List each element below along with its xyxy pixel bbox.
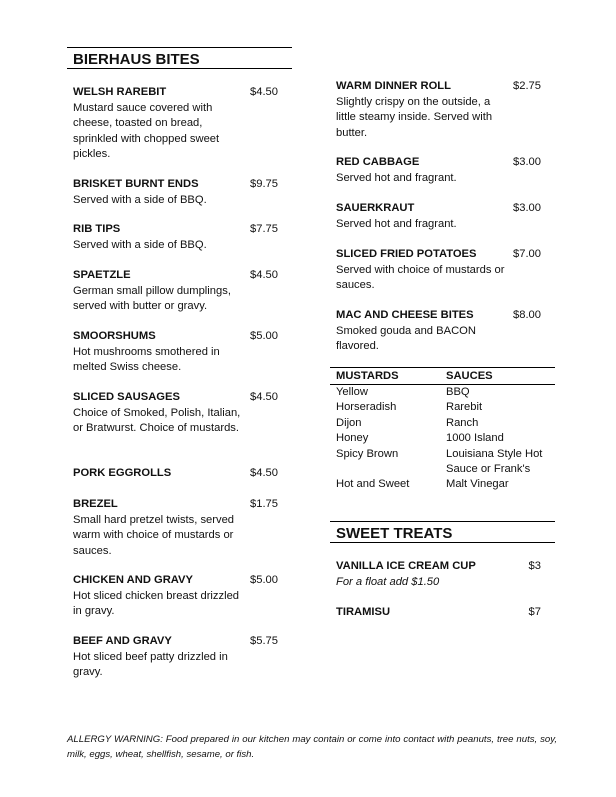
item-name: WELSH RAREBIT bbox=[73, 86, 167, 98]
item-description: Small hard pretzel twists, served warm with choice of mustards or sauces. bbox=[73, 513, 235, 557]
item-name: BREZEL bbox=[73, 498, 118, 510]
menu-item bbox=[73, 177, 278, 208]
item-description: Served with choice of mustards or sauces. bbox=[336, 263, 505, 291]
sauce-option: Rarebit bbox=[446, 401, 483, 414]
sauce-option: 1000 Island bbox=[446, 432, 504, 445]
item-name: SLICED FRIED POTATOES bbox=[336, 248, 477, 260]
mustard-option: Yellow bbox=[336, 386, 368, 398]
sauces-header: SAUCES bbox=[446, 370, 493, 382]
condiments-table bbox=[330, 367, 555, 493]
item-name: SLICED SAUSAGES bbox=[73, 391, 180, 403]
mustards-header: MUSTARDS bbox=[336, 370, 399, 382]
item-name: VANILLA ICE CREAM CUP bbox=[336, 560, 476, 572]
item-description: Smoked gouda and BACON flavored. bbox=[336, 324, 476, 352]
menu-item bbox=[73, 268, 278, 315]
menu-item bbox=[336, 79, 541, 141]
item-price: $3.00 bbox=[513, 156, 541, 168]
menu-item bbox=[336, 247, 541, 294]
item-price: $7 bbox=[528, 606, 541, 618]
item-name: MAC AND CHEESE BITES bbox=[336, 309, 474, 321]
item-price: $5.00 bbox=[250, 330, 278, 342]
table-body bbox=[330, 385, 555, 493]
mustard-option: Horseradish bbox=[336, 401, 397, 414]
menu-item bbox=[336, 308, 541, 355]
item-description: Served with a side of BBQ. bbox=[73, 238, 207, 251]
item-description: Served with a side of BBQ. bbox=[73, 193, 207, 206]
item-name: SPAETZLE bbox=[73, 269, 131, 281]
item-price: $5.00 bbox=[250, 574, 278, 586]
mustards-column bbox=[330, 385, 446, 493]
menu-item bbox=[336, 605, 541, 621]
item-name: RED CABBAGE bbox=[336, 156, 420, 168]
bierhaus-bites-heading: BIERHAUS BITES bbox=[67, 47, 292, 69]
item-name: RIB TIPS bbox=[73, 223, 121, 235]
sauce-option: Malt Vinegar bbox=[446, 478, 509, 491]
sweet-treats-heading: SWEET TREATS bbox=[330, 521, 555, 543]
menu-item bbox=[336, 201, 541, 232]
item-description: Hot sliced beef patty drizzled in gravy. bbox=[73, 650, 228, 678]
item-description: Mustard sauce covered with cheese, toasted on bread, sprinkled with chopped sweet pickles. bbox=[73, 101, 220, 160]
item-description: Slightly crispy on the outside, a little steamy inside. Served with butter. bbox=[336, 95, 493, 139]
item-price: $3 bbox=[528, 560, 541, 572]
item-description: Served hot and fragrant. bbox=[336, 217, 457, 230]
menu-item bbox=[73, 634, 278, 681]
item-description: Hot sliced chicken breast drizzled in gravy. bbox=[73, 589, 240, 617]
sauce-option: Louisiana Style Hot Sauce or Frank's bbox=[446, 447, 543, 476]
mustard-option: Dijon bbox=[336, 416, 362, 429]
item-price: $4.50 bbox=[250, 391, 278, 403]
item-price: $4.50 bbox=[250, 269, 278, 281]
menu-item bbox=[73, 497, 278, 559]
allergy-warning: ALLERGY WARNING: Food prepared in our kitchen may contain or come into contact with peanuts, tree nuts, soy, milk, eggs, wheat, shellfish, sesame, or fish. bbox=[67, 734, 557, 760]
sauces-column bbox=[446, 385, 555, 493]
mustard-option: Honey bbox=[336, 432, 369, 445]
item-description: Served hot and fragrant. bbox=[336, 171, 457, 184]
item-price: $5.75 bbox=[250, 635, 278, 647]
item-description: Hot mushrooms smothered in melted Swiss cheese. bbox=[73, 345, 220, 373]
mustard-option: Spicy Brown bbox=[336, 447, 399, 460]
item-price: $3.00 bbox=[513, 202, 541, 214]
item-name: PORK EGGROLLS bbox=[73, 467, 172, 479]
item-name: BEEF AND GRAVY bbox=[73, 635, 172, 647]
item-name: TIRAMISU bbox=[336, 606, 391, 618]
menu-item bbox=[73, 573, 278, 620]
mustard-option: Hot and Sweet bbox=[336, 478, 410, 491]
item-name: SMOORSHUMS bbox=[73, 330, 156, 342]
menu-item bbox=[336, 559, 541, 590]
item-price: $2.75 bbox=[513, 80, 541, 92]
item-name: WARM DINNER ROLL bbox=[336, 80, 451, 92]
item-description: German small pillow dumplings, served with butter or gravy. bbox=[73, 284, 231, 312]
item-name: SAUERKRAUT bbox=[336, 202, 415, 214]
menu-item bbox=[73, 85, 278, 163]
sauce-option: Ranch bbox=[446, 416, 479, 429]
item-price: $7.00 bbox=[513, 248, 541, 260]
item-name: CHICKEN AND GRAVY bbox=[73, 574, 193, 586]
item-name: BRISKET BURNT ENDS bbox=[73, 178, 199, 190]
item-price: $7.75 bbox=[250, 223, 278, 235]
table-header bbox=[330, 367, 555, 385]
item-description: For a float add $1.50 bbox=[336, 575, 440, 588]
menu-item bbox=[73, 222, 278, 253]
item-price: $1.75 bbox=[250, 498, 278, 510]
mustard-option bbox=[336, 462, 446, 477]
menu-item bbox=[73, 390, 278, 437]
item-price: $9.75 bbox=[250, 178, 278, 190]
menu-item bbox=[336, 155, 541, 186]
item-description: Choice of Smoked, Polish, Italian, or Bratwurst. Choice of mustards. bbox=[73, 406, 241, 434]
menu-item bbox=[73, 329, 278, 376]
item-price: $8.00 bbox=[513, 309, 541, 321]
item-price: $4.50 bbox=[250, 467, 278, 479]
item-price: $4.50 bbox=[250, 86, 278, 98]
menu-item bbox=[73, 466, 278, 482]
sauce-option: BBQ bbox=[446, 386, 470, 398]
